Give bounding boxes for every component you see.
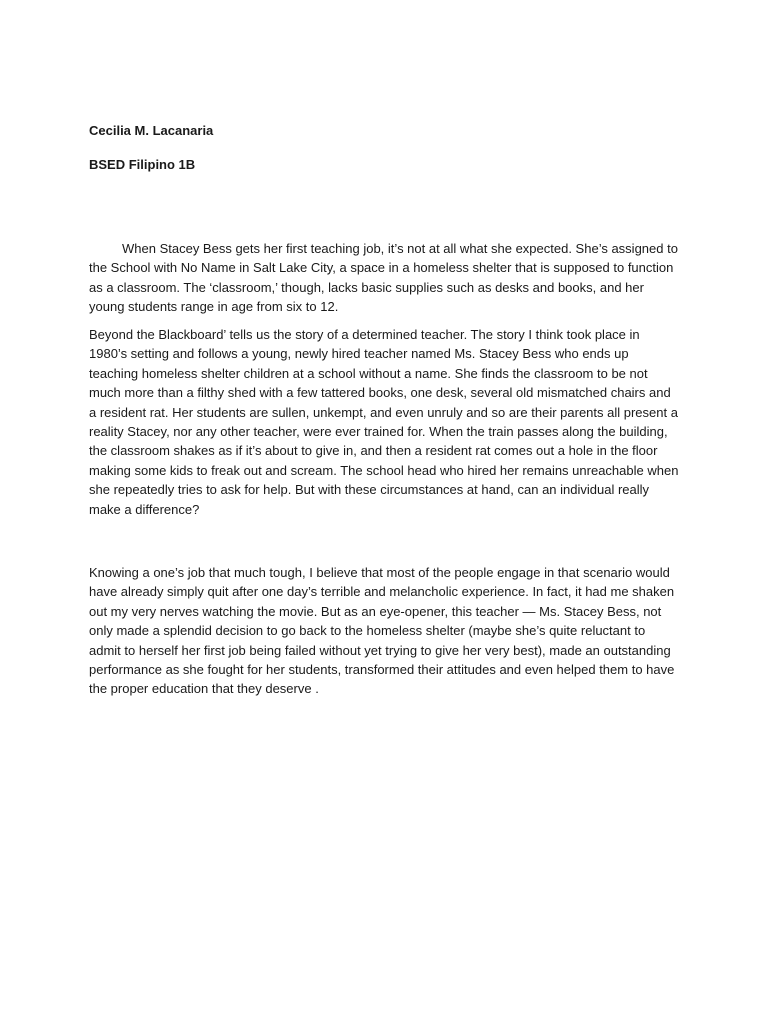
paragraph-2: Beyond the Blackboard’ tells us the story of a determined teacher. The story I think took place in 1980’s setting and follows a young, newly hired teacher named Ms. Stacey Bess who ends up teaching homeless shelter children at a school without a name. She finds the classroom to be not much more than a filthy shed with a few tattered books, one desk, several old mismatched chairs and a resident rat. Her students are sullen, unkempt, and even unruly and so are their parents all present a reality Stacey, nor any other teacher, were ever trained for. When the train passes along the building, the classroom shakes as if it’s about to give in, and then a resident rat comes out a hole in the floor making some kids to freak out and scream. The school head who hired her remains unreachable when she repeatedly tries to ask for help. But with these circumstances at hand, can an individual really make a difference?	[89, 327, 679, 517]
course-section: BSED Filipino 1B	[89, 157, 196, 172]
paragraph-1: When Stacey Bess gets her first teaching job, it’s not at all what she expected. She’s assigned to the School with No Name in Salt Lake City, a space in a homeless shelter that is supposed to function as a classroom. The ‘classroom,’ though, lacks basic supplies such as desks and books, and her young students range in age from six to 12.	[89, 241, 678, 315]
author-name: Cecilia M. Lacanaria	[89, 123, 214, 138]
paragraph-3: Knowing a one’s job that much tough, I believe that most of the people engage in that scenario would have already simply quit after one day’s terrible and melancholic experience. In fact, it had me shaken out my very nerves watching the movie. But as an eye-opener, this teacher — Ms. Stacey Bess, not only made a splendid decision to go back to the homeless shelter (maybe she’s quite reluctant to admit to herself her first job being failed without yet trying to give her very best), made an outstanding performance as she fought for her students, transformed their attitudes and even helped them to have the proper education that they deserve .	[89, 565, 675, 697]
